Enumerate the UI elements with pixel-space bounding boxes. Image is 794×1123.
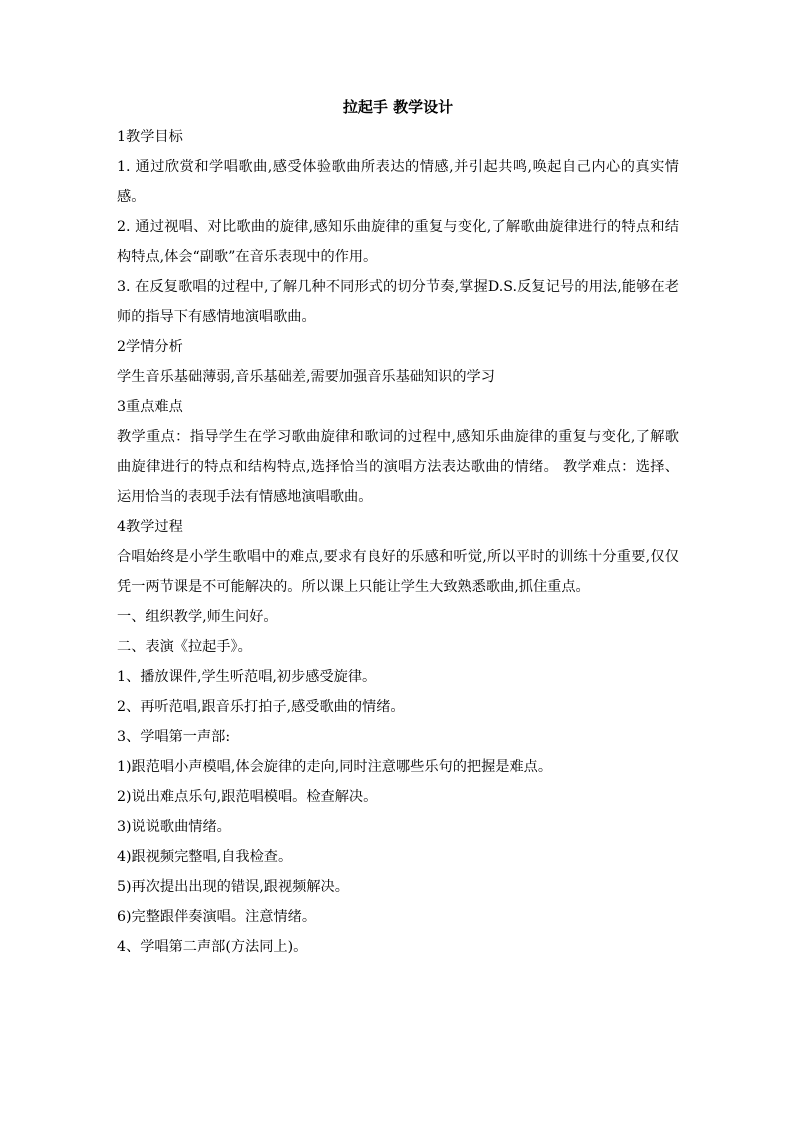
substep-1: 1、播放课件,学生听范唱,初步感受旋律。 — [117, 669, 377, 685]
goal-item-2: 2. 通过视唱、对比歌曲的旋律,感知乐曲旋律的重复与变化,了解歌曲旋律进行的特点和结构特点,体会“副歌”在音乐表现中的作用。 — [117, 219, 679, 265]
student-analysis-text: 学生音乐基础薄弱,音乐基础差,需要加强音乐基础知识的学习 — [117, 369, 495, 385]
heading-teaching-goals: 1教学目标 — [117, 129, 183, 145]
heading-student-analysis: 2学情分析 — [117, 339, 183, 355]
substep-2: 2、再听范唱,跟音乐打拍子,感受歌曲的情绪。 — [117, 699, 405, 715]
process-step-1: 一、组织教学,师生问好。 — [117, 609, 278, 625]
process-step-2: 二、表演《拉起手》。 — [117, 639, 252, 655]
heading-teaching-process: 4教学过程 — [117, 519, 183, 535]
document-body — [117, 92, 679, 962]
document-title: 拉起手 教学设计 — [342, 98, 454, 116]
key-points-text: 教学重点：指导学生在学习歌曲旋律和歌词的过程中,感知乐曲旋律的重复与变化,了解歌曲旋律进行的特点和结构特点,选择恰当的演唱方法表达歌曲的情绪。 教学难点：选择、运用恰当的表现手法有情感地演唱歌曲。 — [117, 429, 679, 505]
detail-4: 4)跟视频完整唱,自我检查。 — [117, 849, 293, 865]
detail-5: 5)再次提出出现的错误,跟视频解决。 — [117, 879, 349, 895]
detail-1: 1)跟范唱小声模唱,体会旋律的走向,同时注意哪些乐句的把握是难点。 — [117, 759, 553, 775]
detail-2: 2)说出难点乐句,跟范唱模唱。检查解决。 — [117, 789, 378, 805]
detail-6: 6)完整跟伴奏演唱。注意情绪。 — [117, 909, 317, 925]
goal-item-1: 1. 通过欣赏和学唱歌曲,感受体验歌曲所表达的情感,并引起共鸣,唤起自己内心的真实情感。 — [117, 159, 679, 205]
process-intro-text: 合唱始终是小学生歌唱中的难点,要求有良好的乐感和听觉,所以平时的训练十分重要,仅仅凭一两节课是不可能解决的。所以课上只能让学生大致熟悉歌曲,抓住重点。 — [117, 549, 679, 595]
goal-item-3: 3. 在反复歌唱的过程中,了解几种不同形式的切分节奏,掌握D.S.反复记号的用法,能够在老师的指导下有感情地演唱歌曲。 — [117, 279, 679, 325]
substep-3: 3、学唱第一声部: — [117, 729, 231, 745]
substep-4: 4、学唱第二声部(方法同上)。 — [117, 939, 308, 955]
heading-key-points: 3重点难点 — [117, 399, 183, 415]
detail-3: 3)说说歌曲情绪。 — [117, 819, 231, 835]
